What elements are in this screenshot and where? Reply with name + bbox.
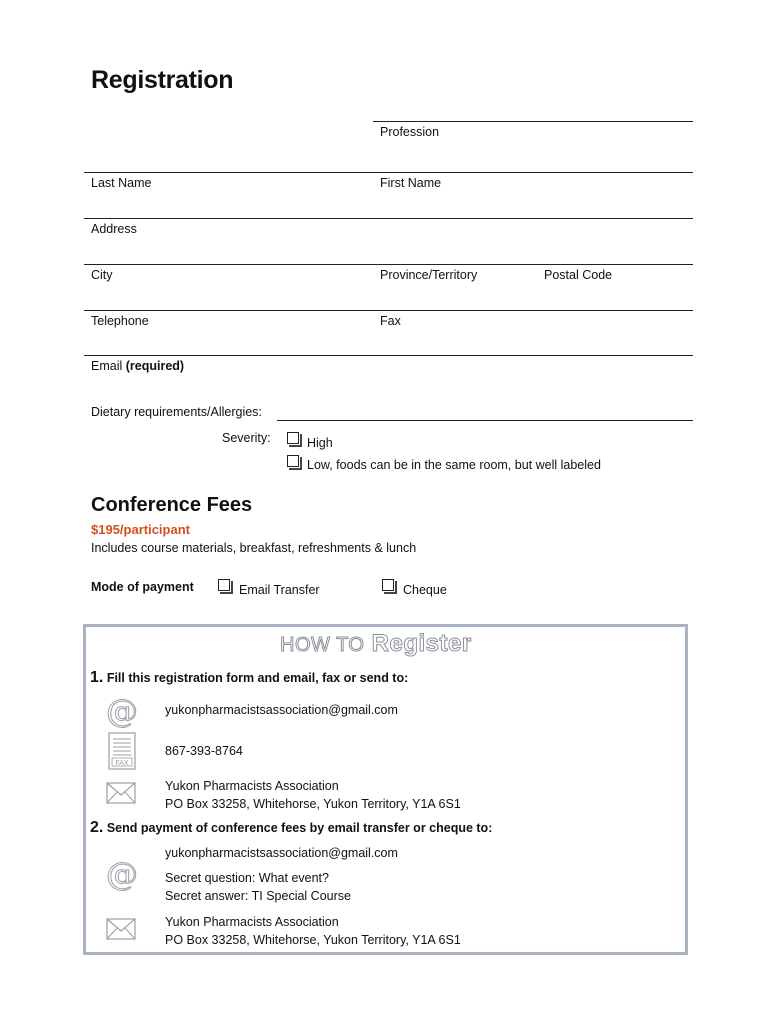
severity-high-checkbox[interactable] [287,432,299,444]
fax-label: Fax [380,314,401,328]
severity-label: Severity: [222,431,271,445]
email-required-tag: (required) [125,359,185,373]
secret-question: Secret question: What event? [165,871,329,885]
mail-address-2-line2: PO Box 33258, Whitehorse, Yukon Territory, Y1A 6S1 [165,933,461,947]
email-address-2: yukonpharmacistsassociation@gmail.com [165,846,398,860]
telephone-line [84,310,693,311]
fees-heading: Conference Fees [91,494,253,516]
email-transfer-checkbox[interactable] [218,579,230,591]
first-name-label: First Name [380,176,442,190]
address-label: Address [91,222,137,236]
city-label: City [91,268,113,282]
severity-low-checkbox[interactable] [287,455,299,467]
fax-number: 867-393-8764 [165,744,243,758]
email-address-1: yukonpharmacistsassociation@gmail.com [165,703,398,717]
dietary-label: Dietary requirements/Allergies: [91,405,262,419]
step-1: 1. Fill this registration form and email, fax or send to: [90,669,409,686]
email-label: Email (required) [91,359,185,373]
envelope-icon-2 [106,918,136,943]
email-transfer-label: Email Transfer [239,583,320,597]
name-line [84,172,693,173]
city-line [84,264,693,265]
mail-address-1-line1: Yukon Pharmacists Association [165,779,339,793]
severity-low-label: Low, foods can be in the same room, but well labeled [307,458,601,472]
province-label: Province/Territory [380,268,478,282]
profession-label: Profession [380,125,440,139]
telephone-label: Telephone [91,314,149,328]
page-title: Registration [91,66,234,94]
mail-address-2-line1: Yukon Pharmacists Association [165,915,339,929]
fee-includes: Includes course materials, breakfast, refreshments & lunch [91,541,417,555]
email-at-icon-2: @ [106,855,138,893]
postal-code-label: Postal Code [544,268,613,282]
mail-address-1-line2: PO Box 33258, Whitehorse, Yukon Territory, Y1A 6S1 [165,797,461,811]
step-2: 2. Send payment of conference fees by email transfer or cheque to: [90,819,493,836]
envelope-icon [106,782,136,807]
fee-price: $195/participant [91,522,190,537]
profession-line [373,121,693,122]
email-line [84,355,693,356]
email-at-icon: @ [106,692,138,730]
how-to-register-heading: HOW TO Register [280,630,472,657]
fax-icon-text: FAX [115,760,129,767]
severity-high-label: High [307,436,333,450]
last-name-label: Last Name [91,176,152,190]
secret-answer: Secret answer: TI Special Course [165,889,351,903]
cheque-checkbox[interactable] [382,579,394,591]
cheque-label: Cheque [403,583,447,597]
dietary-input-line[interactable] [277,420,693,421]
payment-mode-label: Mode of payment [91,580,194,594]
fax-icon [108,732,136,773]
address-line [84,218,693,219]
